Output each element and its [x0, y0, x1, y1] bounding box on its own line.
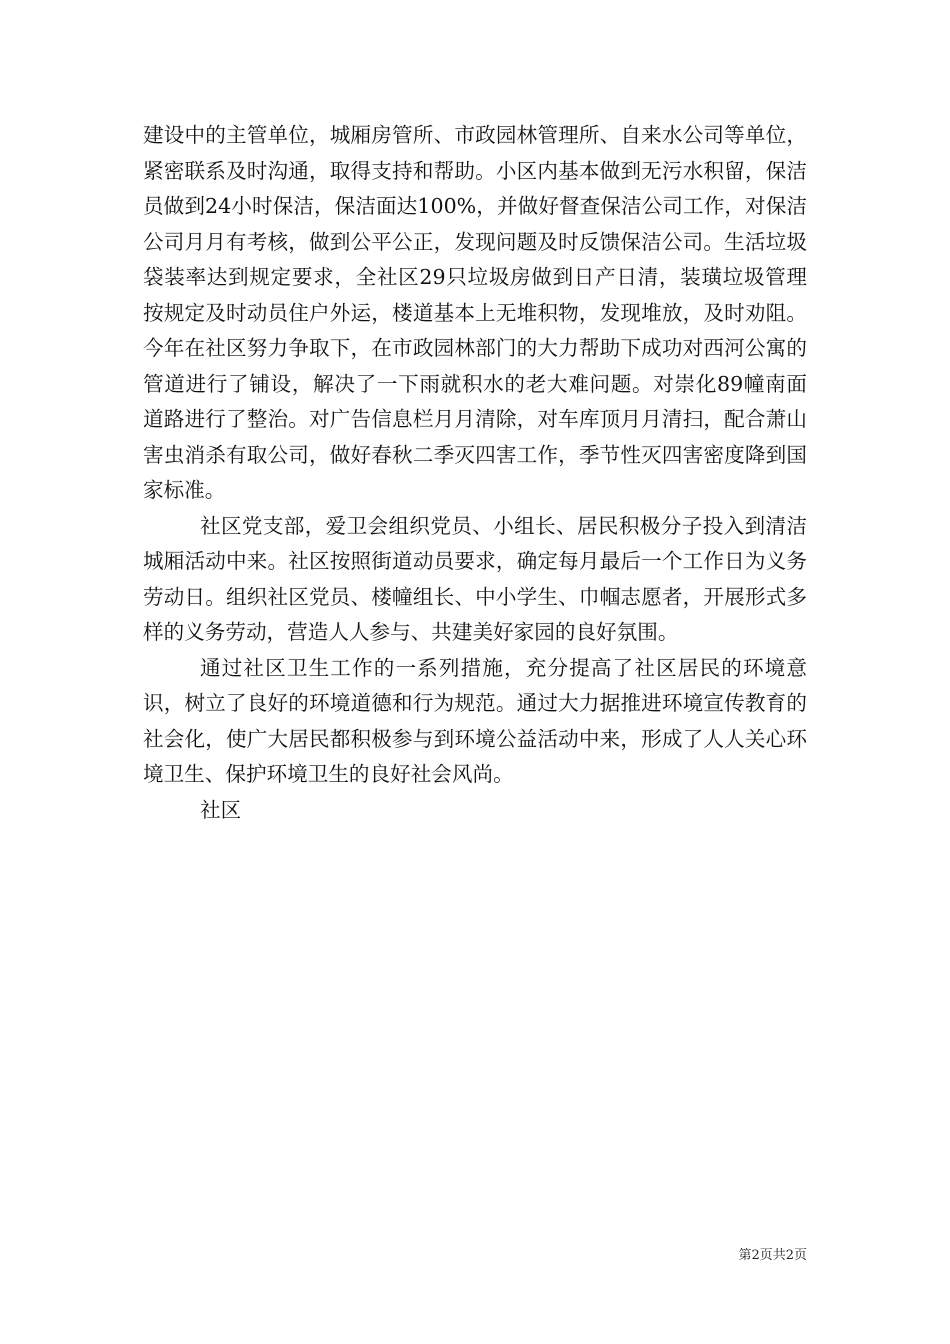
paragraph-continued: 建设中的主管单位，城厢房管所、市政园林管理所、自来水公司等单位，紧密联系及时沟通，取得支持和帮助。小区内基本做到无污水积留，保洁员做到24小时保洁，保洁面达100%，并做好督查保洁公司工作，对保洁公司月月有考核，做到公平公正，发现问题及时反馈保洁公司。生活垃圾袋装率达到规定要求，全社区29只垃圾房做到日产日清，装璜垃圾管理按规定及时动员住户外运，楼道基本上无堆积物，发现堆放，及时劝阻。今年在社区努力争取下，在市政园林部门的大力帮助下成功对西河公寓的管道进行了铺设，解决了一下雨就积水的老大难问题。对崇化89幢南面道路进行了整治。对广告信息栏月月清除，对车库顶月月清扫，配合萧山害虫消杀有取公司，做好春秋二季灭四害工作，季节性灭四害密度降到国家标准。	[143, 123, 807, 502]
paragraph-party-branch: 社区党支部，爱卫会组织党员、小组长、居民积极分子投入到清洁城厢活动中来。社区按照街道动员要求，确定每月最后一个工作日为义务劳动日。组织社区党员、楼幢组长、中小学生、巾帼志愿者，开展形式多样的义务劳动，营造人人参与、共建美好家园的良好氛围。	[143, 513, 807, 644]
page-number-footer: 第2页共2页	[738, 1248, 807, 1263]
paragraph-conclusion: 通过社区卫生工作的一系列措施，充分提高了社区居民的环境意识，树立了良好的环境道德和行为规范。通过大力据推进环境宣传教育的社会化，使广大居民都积极参与到环境公益活动中来，形成了人人关心环境卫生、保护环境卫生的良好社会风尚。	[143, 655, 807, 786]
signature: 社区	[200, 797, 242, 822]
document-body	[143, 118, 807, 828]
